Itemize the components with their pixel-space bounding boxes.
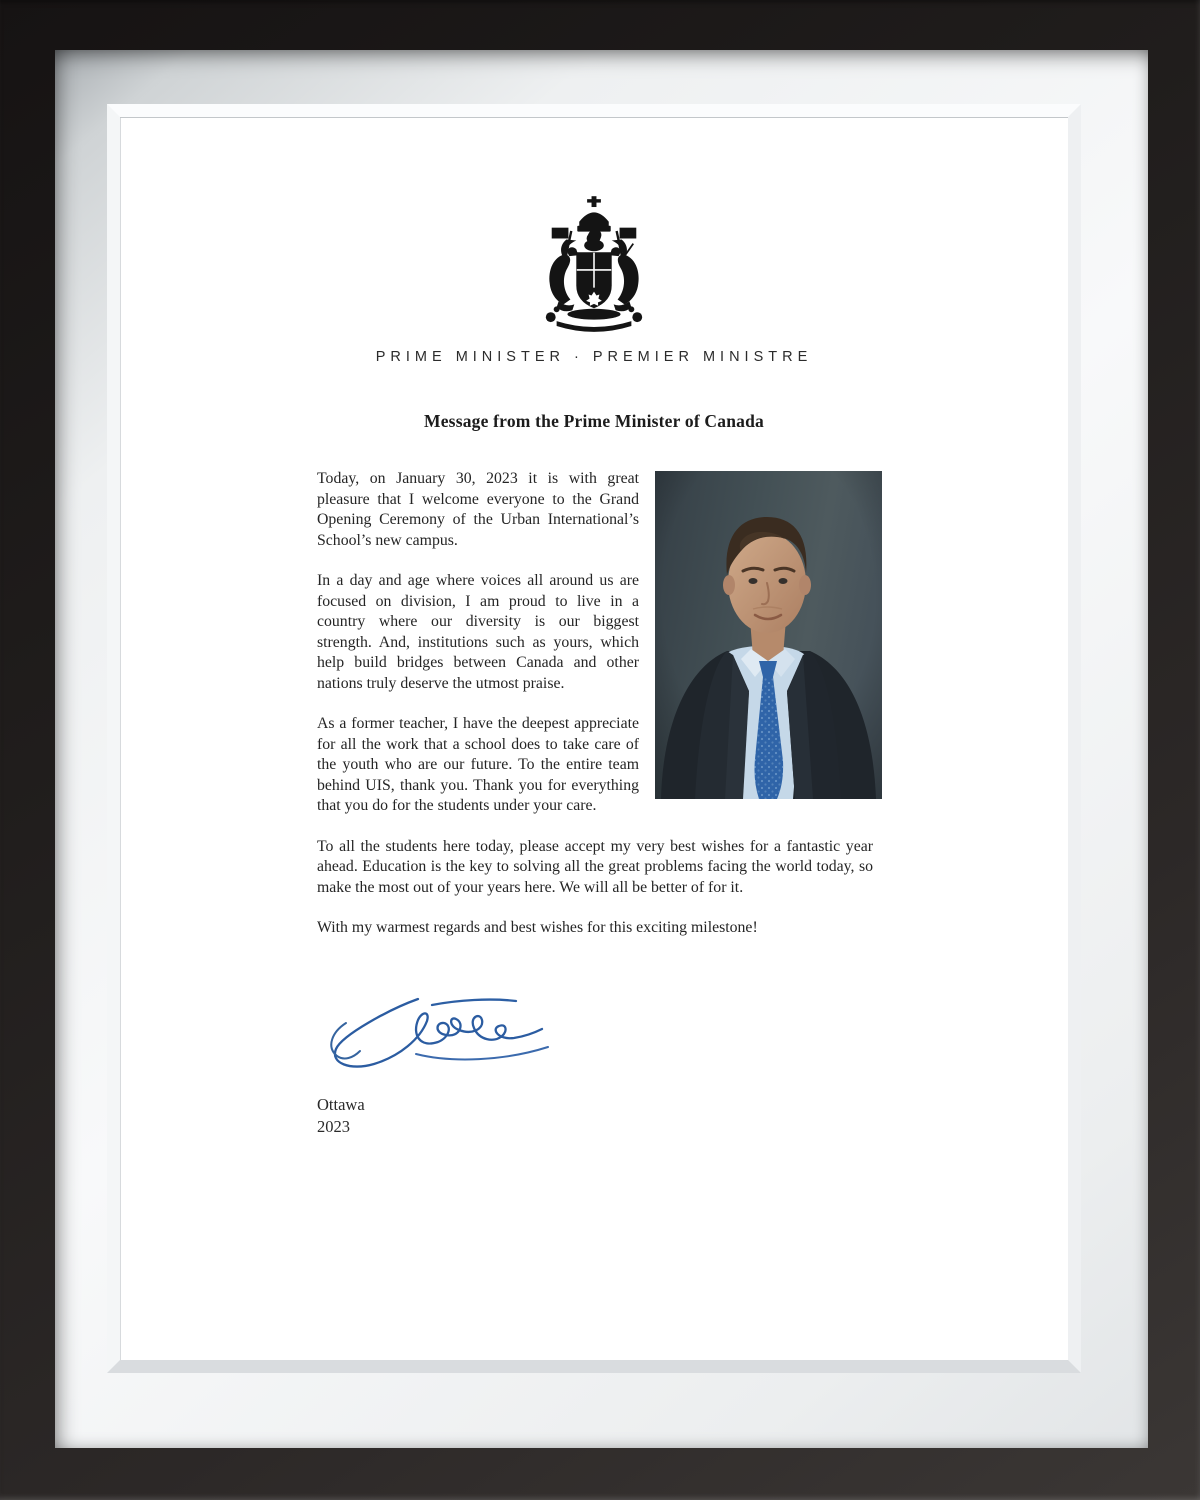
paragraph-4: To all the students here today, please accept my very best wishes for a fantastic year ahead. Education is the key to solving all the great problems facing the world today, so make the most out of your years here. We will all be better of for it. <box>317 837 873 896</box>
canada-coat-of-arms-icon <box>535 195 653 339</box>
paragraph-1: Today, on January 30, 2023 it is with great pleasure that I welcome everyone to the Grand Opening Ceremony of the Urban International’s School’s new campus. <box>317 470 639 549</box>
letter-body <box>317 469 873 959</box>
closing-place: Ottawa <box>317 1095 365 1114</box>
letterhead-org-line: PRIME MINISTER · PREMIER MINISTRE <box>375 349 813 365</box>
signature-block <box>320 989 570 1086</box>
paragraph-5: With my warmest regards and best wishes for this exciting milestone! <box>317 919 758 936</box>
prime-minister-signature <box>320 989 570 1081</box>
mat-bevel <box>107 104 1081 1373</box>
closing-year: 2023 <box>317 1117 350 1136</box>
paragraph-2: In a day and age where voices all around us are focused on division, I am proud to live in a country where our diversity is our biggest strength. And, institutions such as yours, which help build bridges between Canada and other nations truly deserve the utmost praise. <box>317 572 639 692</box>
closing-block <box>317 1094 365 1138</box>
letter-paper <box>120 117 1068 1360</box>
prime-minister-portrait-photo <box>655 471 882 799</box>
letter-title: Message from the Prime Minister of Canada <box>424 411 764 431</box>
frame-mat <box>55 50 1148 1448</box>
paragraph-3: As a former teacher, I have the deepest appreciate for all the work that a school does to take care of the youth who are our future. To the entire team behind UIS, thank you. Thank you for everything that you do for the students under your care. <box>317 715 639 814</box>
